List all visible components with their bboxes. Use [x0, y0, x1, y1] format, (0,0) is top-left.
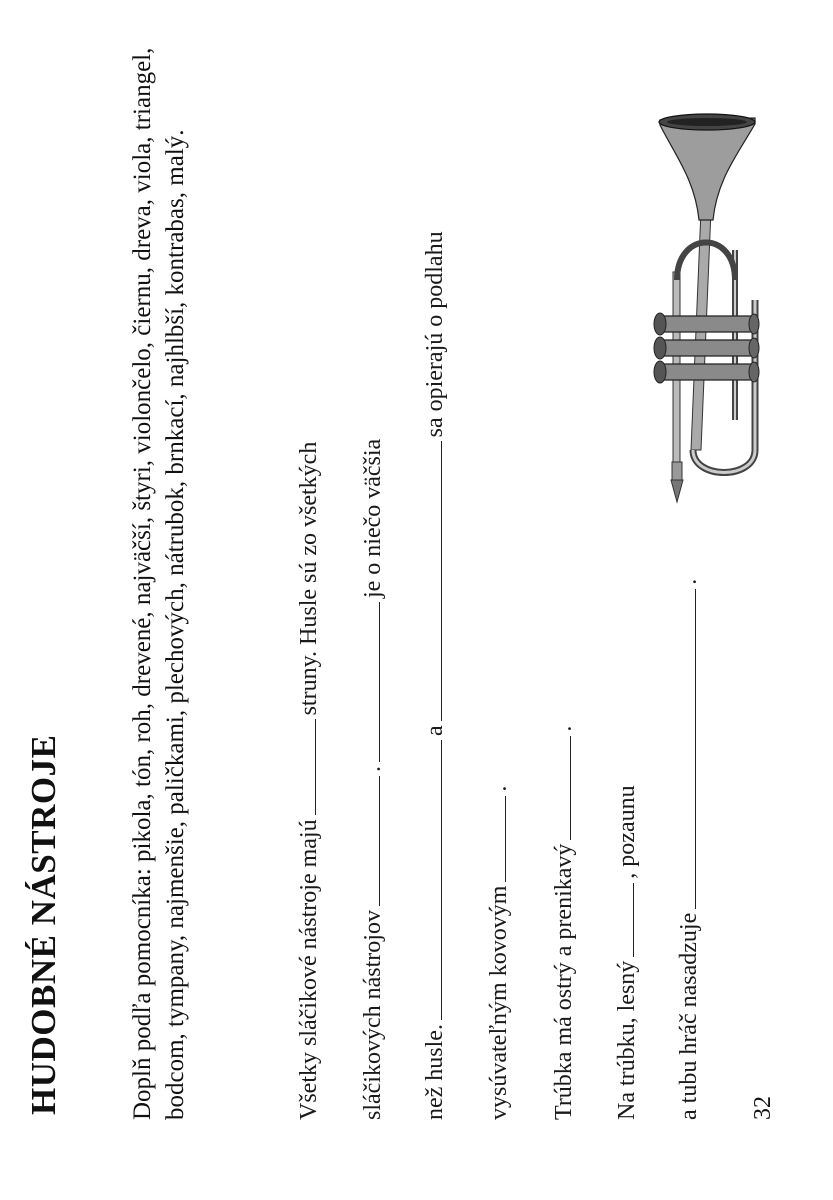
sentence-text: . [676, 578, 702, 585]
trumpet-image [565, 110, 790, 510]
page-number: 32 [750, 1096, 776, 1120]
sentence-text: než husle. [422, 1024, 448, 1120]
sentence-text: Na trúbku, lesný [614, 960, 640, 1120]
sentence-text: sa opierajú o podlahu [422, 231, 448, 438]
sentence-text: Trúbka má ostrý a prenikavý [551, 843, 577, 1120]
sentence-text: . [360, 766, 386, 773]
answer-blank[interactable] [487, 796, 506, 882]
sentence-line-1 [296, 442, 323, 1120]
sentence-line-2 [360, 439, 387, 1120]
answer-blank[interactable] [423, 740, 442, 1020]
sentence-text: struny. Husle sú zo všetkých [296, 441, 322, 716]
sentence-text: sláčikových nástrojov [360, 910, 386, 1120]
sentence-text: . [551, 725, 577, 732]
answer-blank[interactable] [552, 736, 571, 840]
sentence-line-3 [422, 231, 449, 1120]
answer-blank[interactable] [297, 719, 316, 815]
sentence-text: Všetky sláčikové nástroje majú [296, 819, 322, 1120]
sentence-text: . [486, 785, 512, 792]
sentence-text: vysúvateľným kovovým [486, 885, 512, 1120]
instructions: Doplň podľa pomocníka: pikola, tón, roh, drevené, najväčší, štyri, violončelo, čiernu, dreva, viola, triangel, bodcom, tympany, najmenšie, paličkami, plechových, nátrubok, brnkací, najhlbší, kontrabas, malý. [129, 47, 189, 1120]
sentence-text: , pozaunu [614, 785, 640, 879]
sentence-text: je o niečo väčšia [360, 438, 386, 599]
sentence-line-5 [551, 726, 578, 1120]
sentence-text: a tubu hráč nasadzuje [676, 912, 702, 1120]
sentence-line-6 [614, 785, 641, 1120]
sentence-line-4 [486, 786, 513, 1120]
sentence-line-7 [676, 579, 703, 1120]
answer-blank[interactable] [361, 602, 380, 762]
answer-blank[interactable] [423, 441, 442, 721]
answer-blank[interactable] [677, 589, 696, 909]
page-title: HUDOBNÉ NÁSTROJE [24, 734, 63, 1115]
answer-blank[interactable] [361, 776, 380, 906]
answer-blank[interactable] [615, 883, 634, 957]
sentence-text: a [422, 725, 448, 737]
